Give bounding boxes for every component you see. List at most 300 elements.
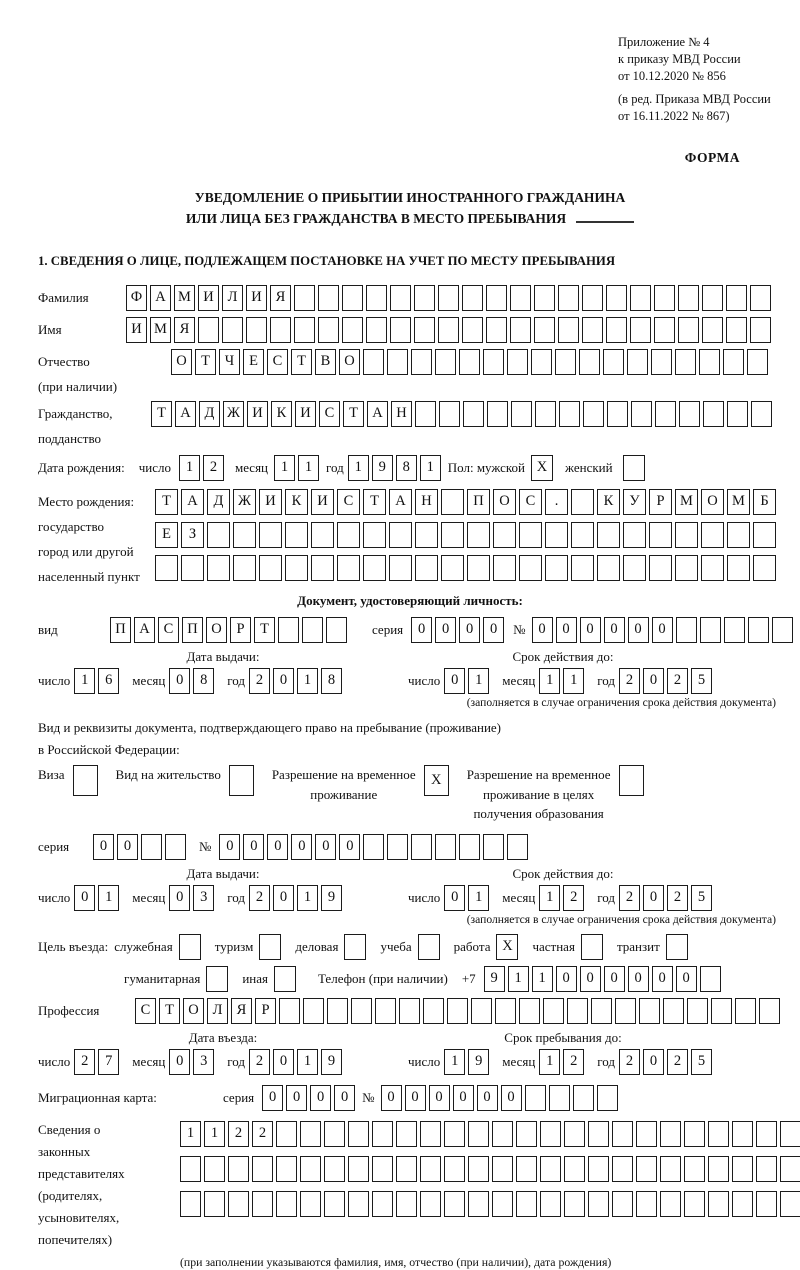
form-cell[interactable]: М: [727, 489, 750, 515]
form-cell[interactable]: А: [181, 489, 204, 515]
form-cell[interactable]: [411, 349, 432, 375]
form-cell[interactable]: [780, 1191, 800, 1217]
form-cell[interactable]: [300, 1156, 321, 1182]
form-cell[interactable]: [603, 349, 624, 375]
form-cell[interactable]: [756, 1156, 777, 1182]
form-cell[interactable]: [468, 1156, 489, 1182]
form-cell[interactable]: [259, 522, 282, 548]
form-cell[interactable]: 0: [643, 1049, 664, 1075]
form-cell[interactable]: 1: [508, 966, 529, 992]
form-cell[interactable]: А: [367, 401, 388, 427]
form-cell[interactable]: [747, 349, 768, 375]
form-cell[interactable]: 2: [249, 885, 270, 911]
form-cell[interactable]: [486, 285, 507, 311]
form-cell[interactable]: [708, 1156, 729, 1182]
form-cell[interactable]: [636, 1191, 657, 1217]
form-cell[interactable]: 1: [563, 668, 584, 694]
form-cell[interactable]: [495, 998, 516, 1024]
form-cell[interactable]: Т: [254, 617, 275, 643]
form-cell[interactable]: 2: [252, 1121, 273, 1147]
form-cell[interactable]: [198, 317, 219, 343]
purpose-option-checkbox[interactable]: [179, 934, 201, 960]
form-cell[interactable]: [372, 1121, 393, 1147]
form-cell[interactable]: Р: [649, 489, 672, 515]
form-cell[interactable]: М: [675, 489, 698, 515]
form-cell[interactable]: [415, 555, 438, 581]
form-cell[interactable]: [636, 1156, 657, 1182]
form-cell[interactable]: П: [182, 617, 203, 643]
form-cell[interactable]: [228, 1156, 249, 1182]
form-cell[interactable]: [390, 285, 411, 311]
form-cell[interactable]: 9: [372, 455, 393, 481]
form-cell[interactable]: [415, 401, 436, 427]
form-cell[interactable]: 2: [667, 1049, 688, 1075]
form-cell[interactable]: [492, 1156, 513, 1182]
form-cell[interactable]: 0: [273, 668, 294, 694]
form-cell[interactable]: [549, 1085, 570, 1111]
form-cell[interactable]: [651, 349, 672, 375]
form-cell[interactable]: [751, 401, 772, 427]
form-cell[interactable]: [708, 1191, 729, 1217]
form-cell[interactable]: [471, 998, 492, 1024]
form-cell[interactable]: [467, 555, 490, 581]
form-cell[interactable]: [311, 522, 334, 548]
form-cell[interactable]: [462, 285, 483, 311]
residence-permit-checkbox[interactable]: [229, 765, 254, 796]
form-cell[interactable]: 1: [444, 1049, 465, 1075]
form-cell[interactable]: [396, 1156, 417, 1182]
form-cell[interactable]: [606, 317, 627, 343]
purpose-option-checkbox[interactable]: [581, 934, 603, 960]
form-cell[interactable]: [337, 522, 360, 548]
form-cell[interactable]: [348, 1156, 369, 1182]
form-cell[interactable]: [597, 1085, 618, 1111]
form-cell[interactable]: [708, 1121, 729, 1147]
form-cell[interactable]: [571, 522, 594, 548]
form-cell[interactable]: [342, 317, 363, 343]
form-cell[interactable]: [571, 489, 594, 515]
form-cell[interactable]: [487, 401, 508, 427]
form-cell[interactable]: [420, 1121, 441, 1147]
form-cell[interactable]: [276, 1191, 297, 1217]
form-cell[interactable]: 1: [297, 1049, 318, 1075]
form-cell[interactable]: 0: [117, 834, 138, 860]
form-cell[interactable]: О: [493, 489, 516, 515]
form-cell[interactable]: [246, 317, 267, 343]
purpose-option-checkbox[interactable]: [274, 966, 296, 992]
form-cell[interactable]: 0: [501, 1085, 522, 1111]
form-cell[interactable]: [511, 401, 532, 427]
form-cell[interactable]: Ф: [126, 285, 147, 311]
form-cell[interactable]: Р: [255, 998, 276, 1024]
form-cell[interactable]: [390, 317, 411, 343]
form-cell[interactable]: Я: [174, 317, 195, 343]
form-cell[interactable]: [636, 1121, 657, 1147]
form-cell[interactable]: [396, 1121, 417, 1147]
form-cell[interactable]: [756, 1121, 777, 1147]
form-cell[interactable]: [753, 522, 776, 548]
form-cell[interactable]: 0: [453, 1085, 474, 1111]
form-cell[interactable]: Е: [243, 349, 264, 375]
form-cell[interactable]: [531, 349, 552, 375]
form-cell[interactable]: [411, 834, 432, 860]
form-cell[interactable]: [630, 317, 651, 343]
form-cell[interactable]: Ж: [223, 401, 244, 427]
form-cell[interactable]: [207, 522, 230, 548]
form-cell[interactable]: И: [295, 401, 316, 427]
form-cell[interactable]: [558, 317, 579, 343]
form-cell[interactable]: Л: [207, 998, 228, 1024]
form-cell[interactable]: [573, 1085, 594, 1111]
form-cell[interactable]: П: [467, 489, 490, 515]
form-cell[interactable]: И: [198, 285, 219, 311]
form-cell[interactable]: [678, 285, 699, 311]
form-cell[interactable]: [441, 522, 464, 548]
form-cell[interactable]: [711, 998, 732, 1024]
form-cell[interactable]: О: [171, 349, 192, 375]
form-cell[interactable]: Т: [155, 489, 178, 515]
form-cell[interactable]: [591, 998, 612, 1024]
form-cell[interactable]: [441, 489, 464, 515]
form-cell[interactable]: 1: [468, 885, 489, 911]
form-cell[interactable]: 0: [459, 617, 480, 643]
form-cell[interactable]: [726, 285, 747, 311]
form-cell[interactable]: [543, 998, 564, 1024]
form-cell[interactable]: [363, 349, 384, 375]
form-cell[interactable]: [459, 349, 480, 375]
form-cell[interactable]: З: [181, 522, 204, 548]
form-cell[interactable]: [444, 1156, 465, 1182]
form-cell[interactable]: М: [150, 317, 171, 343]
form-cell[interactable]: 0: [286, 1085, 307, 1111]
form-cell[interactable]: [630, 285, 651, 311]
form-cell[interactable]: Б: [753, 489, 776, 515]
form-cell[interactable]: [606, 285, 627, 311]
form-cell[interactable]: Т: [343, 401, 364, 427]
form-cell[interactable]: [627, 349, 648, 375]
form-cell[interactable]: [463, 401, 484, 427]
form-cell[interactable]: [423, 998, 444, 1024]
form-cell[interactable]: [724, 617, 745, 643]
form-cell[interactable]: [486, 317, 507, 343]
form-cell[interactable]: 0: [273, 1049, 294, 1075]
form-cell[interactable]: [564, 1191, 585, 1217]
form-cell[interactable]: [483, 834, 504, 860]
form-cell[interactable]: Е: [155, 522, 178, 548]
form-cell[interactable]: 0: [262, 1085, 283, 1111]
form-cell[interactable]: 1: [179, 455, 200, 481]
form-cell[interactable]: С: [337, 489, 360, 515]
form-cell[interactable]: [420, 1156, 441, 1182]
form-cell[interactable]: [588, 1191, 609, 1217]
form-cell[interactable]: [588, 1156, 609, 1182]
form-cell[interactable]: 0: [652, 617, 673, 643]
form-cell[interactable]: [493, 522, 516, 548]
form-cell[interactable]: Я: [270, 285, 291, 311]
form-cell[interactable]: Д: [199, 401, 220, 427]
form-cell[interactable]: [438, 285, 459, 311]
form-cell[interactable]: У: [623, 489, 646, 515]
form-cell[interactable]: 0: [444, 885, 465, 911]
form-cell[interactable]: 9: [321, 885, 342, 911]
form-cell[interactable]: [327, 998, 348, 1024]
form-cell[interactable]: [252, 1156, 273, 1182]
form-cell[interactable]: [732, 1121, 753, 1147]
form-cell[interactable]: 1: [468, 668, 489, 694]
form-cell[interactable]: А: [175, 401, 196, 427]
form-cell[interactable]: 2: [563, 1049, 584, 1075]
form-cell[interactable]: [525, 1085, 546, 1111]
form-cell[interactable]: [300, 1191, 321, 1217]
form-cell[interactable]: [519, 555, 542, 581]
form-cell[interactable]: 0: [267, 834, 288, 860]
form-cell[interactable]: [311, 555, 334, 581]
form-cell[interactable]: [540, 1156, 561, 1182]
form-cell[interactable]: [535, 401, 556, 427]
form-cell[interactable]: К: [285, 489, 308, 515]
sex-male-checkbox[interactable]: X: [531, 455, 553, 481]
form-cell[interactable]: [303, 998, 324, 1024]
form-cell[interactable]: [483, 349, 504, 375]
form-cell[interactable]: [582, 317, 603, 343]
form-cell[interactable]: 0: [339, 834, 360, 860]
form-cell[interactable]: [366, 285, 387, 311]
form-cell[interactable]: 1: [348, 455, 369, 481]
form-cell[interactable]: [294, 317, 315, 343]
form-cell[interactable]: 2: [619, 1049, 640, 1075]
form-cell[interactable]: [363, 834, 384, 860]
form-cell[interactable]: [387, 349, 408, 375]
form-cell[interactable]: В: [315, 349, 336, 375]
form-cell[interactable]: 5: [691, 668, 712, 694]
form-cell[interactable]: 1: [204, 1121, 225, 1147]
form-cell[interactable]: [654, 317, 675, 343]
purpose-option-checkbox[interactable]: [344, 934, 366, 960]
form-cell[interactable]: Ч: [219, 349, 240, 375]
form-cell[interactable]: К: [271, 401, 292, 427]
form-cell[interactable]: 0: [676, 966, 697, 992]
form-cell[interactable]: [180, 1156, 201, 1182]
form-cell[interactable]: Т: [159, 998, 180, 1024]
form-cell[interactable]: 8: [396, 455, 417, 481]
form-cell[interactable]: 0: [652, 966, 673, 992]
form-cell[interactable]: [507, 349, 528, 375]
form-cell[interactable]: И: [246, 285, 267, 311]
form-cell[interactable]: 1: [297, 885, 318, 911]
form-cell[interactable]: [597, 522, 620, 548]
form-cell[interactable]: [700, 966, 721, 992]
form-cell[interactable]: Т: [291, 349, 312, 375]
form-cell[interactable]: [753, 555, 776, 581]
form-cell[interactable]: 0: [604, 966, 625, 992]
form-cell[interactable]: [375, 998, 396, 1024]
form-cell[interactable]: [623, 522, 646, 548]
form-cell[interactable]: [141, 834, 162, 860]
form-cell[interactable]: [583, 401, 604, 427]
form-cell[interactable]: 1: [298, 455, 319, 481]
form-cell[interactable]: [555, 349, 576, 375]
form-cell[interactable]: 0: [291, 834, 312, 860]
form-cell[interactable]: [507, 834, 528, 860]
form-cell[interactable]: [759, 998, 780, 1024]
form-cell[interactable]: [727, 522, 750, 548]
form-cell[interactable]: [399, 998, 420, 1024]
form-cell[interactable]: 0: [643, 885, 664, 911]
form-cell[interactable]: О: [339, 349, 360, 375]
form-cell[interactable]: 0: [405, 1085, 426, 1111]
form-cell[interactable]: [204, 1156, 225, 1182]
form-cell[interactable]: [727, 401, 748, 427]
form-cell[interactable]: [675, 555, 698, 581]
form-cell[interactable]: [723, 349, 744, 375]
form-cell[interactable]: [181, 555, 204, 581]
form-cell[interactable]: [363, 555, 386, 581]
form-cell[interactable]: [204, 1191, 225, 1217]
form-cell[interactable]: [756, 1191, 777, 1217]
form-cell[interactable]: 1: [74, 668, 95, 694]
form-cell[interactable]: [700, 617, 721, 643]
form-cell[interactable]: 2: [667, 885, 688, 911]
form-cell[interactable]: [233, 555, 256, 581]
form-cell[interactable]: И: [259, 489, 282, 515]
form-cell[interactable]: А: [134, 617, 155, 643]
form-cell[interactable]: Т: [151, 401, 172, 427]
form-cell[interactable]: Т: [363, 489, 386, 515]
form-cell[interactable]: [510, 285, 531, 311]
form-cell[interactable]: О: [183, 998, 204, 1024]
form-cell[interactable]: [567, 998, 588, 1024]
form-cell[interactable]: 2: [249, 668, 270, 694]
form-cell[interactable]: .: [545, 489, 568, 515]
form-cell[interactable]: [597, 555, 620, 581]
temp-residence-education-checkbox[interactable]: [619, 765, 644, 796]
form-cell[interactable]: [732, 1156, 753, 1182]
form-cell[interactable]: [300, 1121, 321, 1147]
form-cell[interactable]: [389, 522, 412, 548]
form-cell[interactable]: [534, 285, 555, 311]
form-cell[interactable]: 0: [532, 617, 553, 643]
form-cell[interactable]: [285, 555, 308, 581]
form-cell[interactable]: 1: [539, 668, 560, 694]
form-cell[interactable]: 1: [532, 966, 553, 992]
form-cell[interactable]: [468, 1121, 489, 1147]
form-cell[interactable]: [259, 555, 282, 581]
form-cell[interactable]: [441, 555, 464, 581]
form-cell[interactable]: 0: [219, 834, 240, 860]
form-cell[interactable]: П: [110, 617, 131, 643]
form-cell[interactable]: 0: [429, 1085, 450, 1111]
form-cell[interactable]: [772, 617, 793, 643]
form-cell[interactable]: 0: [628, 966, 649, 992]
form-cell[interactable]: С: [135, 998, 156, 1024]
form-cell[interactable]: [726, 317, 747, 343]
form-cell[interactable]: [654, 285, 675, 311]
form-cell[interactable]: 8: [193, 668, 214, 694]
form-cell[interactable]: 0: [435, 617, 456, 643]
form-cell[interactable]: [649, 522, 672, 548]
purpose-option-checkbox[interactable]: [259, 934, 281, 960]
form-cell[interactable]: 0: [334, 1085, 355, 1111]
form-cell[interactable]: [396, 1191, 417, 1217]
form-cell[interactable]: [780, 1156, 800, 1182]
form-cell[interactable]: [684, 1156, 705, 1182]
form-cell[interactable]: 1: [539, 1049, 560, 1075]
form-cell[interactable]: 0: [243, 834, 264, 860]
form-cell[interactable]: Д: [207, 489, 230, 515]
form-cell[interactable]: 9: [468, 1049, 489, 1075]
form-cell[interactable]: [462, 317, 483, 343]
form-cell[interactable]: [337, 555, 360, 581]
form-cell[interactable]: [363, 522, 386, 548]
form-cell[interactable]: [675, 522, 698, 548]
form-cell[interactable]: [701, 522, 724, 548]
form-cell[interactable]: [366, 317, 387, 343]
form-cell[interactable]: 2: [74, 1049, 95, 1075]
form-cell[interactable]: 0: [604, 617, 625, 643]
form-cell[interactable]: [228, 1191, 249, 1217]
form-cell[interactable]: [493, 555, 516, 581]
form-cell[interactable]: [252, 1191, 273, 1217]
form-cell[interactable]: 0: [273, 885, 294, 911]
form-cell[interactable]: [285, 522, 308, 548]
form-cell[interactable]: [631, 401, 652, 427]
form-cell[interactable]: [732, 1191, 753, 1217]
form-cell[interactable]: [270, 317, 291, 343]
form-cell[interactable]: Р: [230, 617, 251, 643]
form-cell[interactable]: [559, 401, 580, 427]
form-cell[interactable]: [655, 401, 676, 427]
form-cell[interactable]: 0: [315, 834, 336, 860]
form-cell[interactable]: 1: [297, 668, 318, 694]
form-cell[interactable]: [750, 317, 771, 343]
form-cell[interactable]: К: [597, 489, 620, 515]
form-cell[interactable]: [342, 285, 363, 311]
form-cell[interactable]: [318, 285, 339, 311]
form-cell[interactable]: [639, 998, 660, 1024]
form-cell[interactable]: [276, 1156, 297, 1182]
form-cell[interactable]: 0: [74, 885, 95, 911]
form-cell[interactable]: С: [158, 617, 179, 643]
form-cell[interactable]: [387, 834, 408, 860]
form-cell[interactable]: А: [150, 285, 171, 311]
form-cell[interactable]: [492, 1121, 513, 1147]
form-cell[interactable]: [588, 1121, 609, 1147]
form-cell[interactable]: 3: [193, 885, 214, 911]
form-cell[interactable]: [545, 555, 568, 581]
form-cell[interactable]: [519, 998, 540, 1024]
form-cell[interactable]: [348, 1191, 369, 1217]
form-cell[interactable]: 0: [93, 834, 114, 860]
form-cell[interactable]: [207, 555, 230, 581]
form-cell[interactable]: 0: [477, 1085, 498, 1111]
form-cell[interactable]: О: [701, 489, 724, 515]
form-cell[interactable]: [735, 998, 756, 1024]
form-cell[interactable]: И: [126, 317, 147, 343]
form-cell[interactable]: [459, 834, 480, 860]
form-cell[interactable]: 0: [628, 617, 649, 643]
form-cell[interactable]: А: [389, 489, 412, 515]
form-cell[interactable]: [276, 1121, 297, 1147]
purpose-option-checkbox[interactable]: [206, 966, 228, 992]
form-cell[interactable]: [389, 555, 412, 581]
form-cell[interactable]: [623, 555, 646, 581]
form-cell[interactable]: [750, 285, 771, 311]
purpose-option-checkbox[interactable]: [666, 934, 688, 960]
form-cell[interactable]: [326, 617, 347, 643]
form-cell[interactable]: С: [319, 401, 340, 427]
form-cell[interactable]: [558, 285, 579, 311]
form-cell[interactable]: 2: [563, 885, 584, 911]
